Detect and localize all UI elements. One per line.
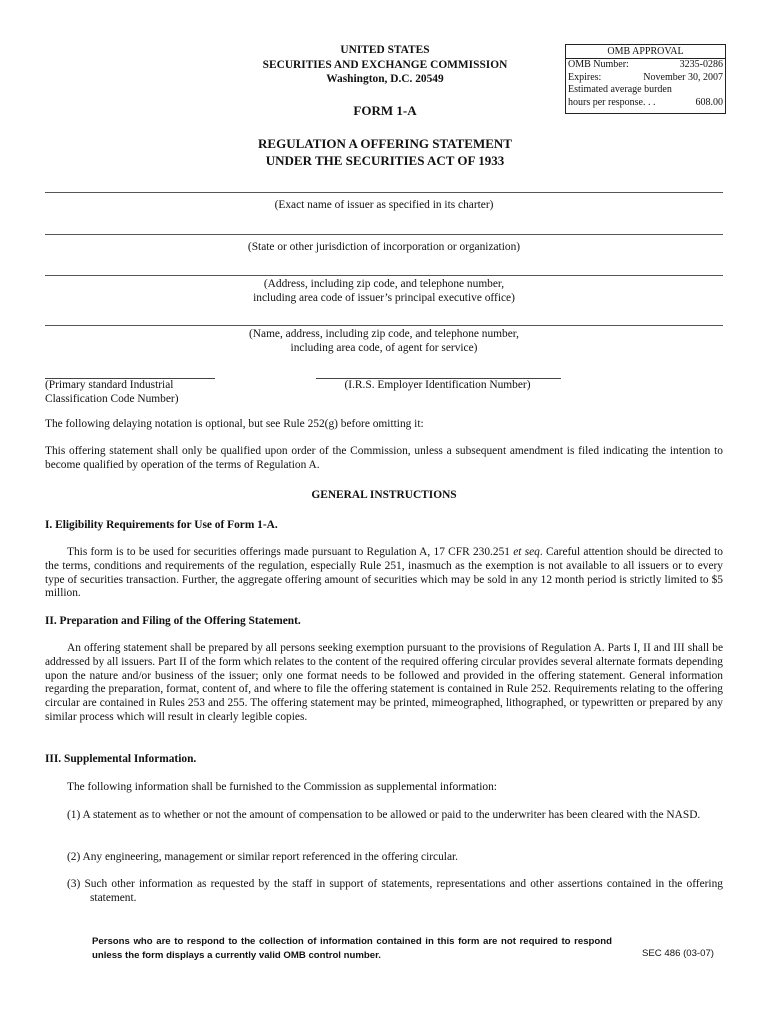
agency-line-1: UNITED STATES (340, 44, 430, 56)
agency-line-2: SECURITIES AND EXCHANGE COMMISSION (262, 58, 508, 71)
omb-number-value: 3235-0286 (679, 59, 723, 70)
section-1-text (45, 546, 723, 601)
address-caption (45, 278, 723, 306)
section-3-intro: The following information shall be furnished to the Commission as supplemental information: (67, 781, 497, 793)
general-instructions-heading: GENERAL INSTRUCTIONS (311, 489, 457, 501)
list-item (67, 851, 723, 865)
section-1-heading: I. Eligibility Requirements for Use of Form 1-A. (45, 519, 278, 531)
section-2-text: An offering statement shall be prepared by all persons seeking exemption pursuant to the provisions of Regulation A. Parts I, II and III shall be addressed by all issuers. Part II of the form which relates to the content of the required offering circular provides several alternate formats depending upon the nature and/or business of the issuer; only one format needs to be followed and provided in the offering statement. General information regarding the preparation, format, content of, and where to file the offering statement is contained in Rule 252. Requirements relating to the offering circular are contained in Rules 253 and 255. The offering statement may be printed, mimeographed, lithographed, or typewritten or prepared by any similar process which will result in clearly legible copies. (45, 642, 723, 723)
regulation-title-line-2: UNDER THE SECURITIES ACT OF 1933 (265, 152, 505, 168)
omb-title: OMB APPROVAL (566, 45, 725, 59)
jurisdiction-caption: (State or other jurisdiction of incorporation or organization) (247, 241, 521, 253)
regulation-title-line-1: REGULATION A OFFERING STATEMENT (258, 136, 512, 151)
omb-number-label: OMB Number: (568, 59, 629, 70)
list-item (67, 878, 723, 906)
agency-header (230, 43, 540, 87)
issuer-name-line[interactable] (45, 192, 723, 193)
supplemental-item-3: (3) Such other information as requested by the staff in support of statements, representations and other assertions contained in the offering statement. (67, 878, 723, 904)
omb-expires-value: November 30, 2007 (643, 71, 723, 83)
list-item (67, 809, 723, 823)
omb-approval-box (565, 44, 726, 114)
jurisdiction-line[interactable] (45, 234, 723, 235)
section-2-heading: II. Preparation and Filing of the Offering Statement. (45, 615, 301, 627)
omb-burden-line: Estimated average burden (568, 84, 672, 96)
address-caption-2: including area code of issuer’s principal executive office) (253, 291, 515, 304)
omb-burden-row-2 (566, 97, 725, 110)
issuer-name-caption: (Exact name of issuer as specified in its charter) (274, 199, 494, 211)
agency-line-3: Washington, D.C. 20549 (326, 73, 444, 85)
omb-burden-value: 608.00 (695, 96, 723, 108)
sic-caption-1: (Primary standard Industrial (45, 379, 174, 391)
section-3-heading: III. Supplemental Information. (45, 753, 197, 765)
agent-caption-1: (Name, address, including zip code, and telephone number, (249, 328, 519, 340)
qualification-text: This offering statement shall only be qualified upon order of the Commission, unless a subsequent amendment is filed indicating the intention to become qualified by operation of the terms of Regulation A. (45, 445, 723, 471)
irs-number-caption: (I.R.S. Employer Identification Number) (344, 379, 531, 391)
sic-code-caption (45, 379, 265, 407)
omb-burden-row-1 (566, 84, 725, 97)
sic-caption-2: Classification Code Number) (45, 392, 179, 405)
agent-caption-2: including area code, of agent for service) (290, 341, 478, 354)
omb-burden-label: hours per response. . . (568, 96, 656, 108)
agent-line[interactable] (45, 325, 723, 326)
address-line[interactable] (45, 275, 723, 276)
section-1-text-b: . Careful attention should be directed to the terms, conditions and requirements of the regulation, especially Rule 251, inasmuch as the exemption is not available to all issuers or to every type of securities transaction. Further, the aggregate offering amount of securities which may be sold in any 12 month period is strictly limited to $5 million. (45, 546, 723, 600)
omb-notice: Persons who are to respond to the collection of information contained in this form are not required to respond unless the form displays a currently valid OMB control number. (92, 936, 612, 961)
omb-expires-label: Expires: (568, 71, 602, 83)
agent-caption (45, 328, 723, 356)
regulation-title (180, 136, 590, 169)
omb-expires-row (566, 72, 725, 85)
delaying-notation: The following delaying notation is optional, but see Rule 252(g) before omitting it: (45, 418, 424, 430)
omb-number-row (566, 59, 725, 72)
form-code: SEC 486 (03-07) (642, 948, 714, 959)
supplemental-item-1: (1) A statement as to whether or not the amount of compensation to be allowed or paid to the underwriter has been cleared with the NASD. (67, 809, 701, 821)
section-1-et-seq: et seq (513, 546, 540, 558)
supplemental-item-2: (2) Any engineering, management or similar report referenced in the offering circular. (67, 851, 459, 863)
address-caption-1: (Address, including zip code, and telephone number, (263, 278, 505, 290)
section-1-text-a: This form is to be used for securities offerings made pursuant to Regulation A, 17 CFR 230.251 (67, 546, 514, 558)
form-title: FORM 1-A (353, 103, 417, 118)
